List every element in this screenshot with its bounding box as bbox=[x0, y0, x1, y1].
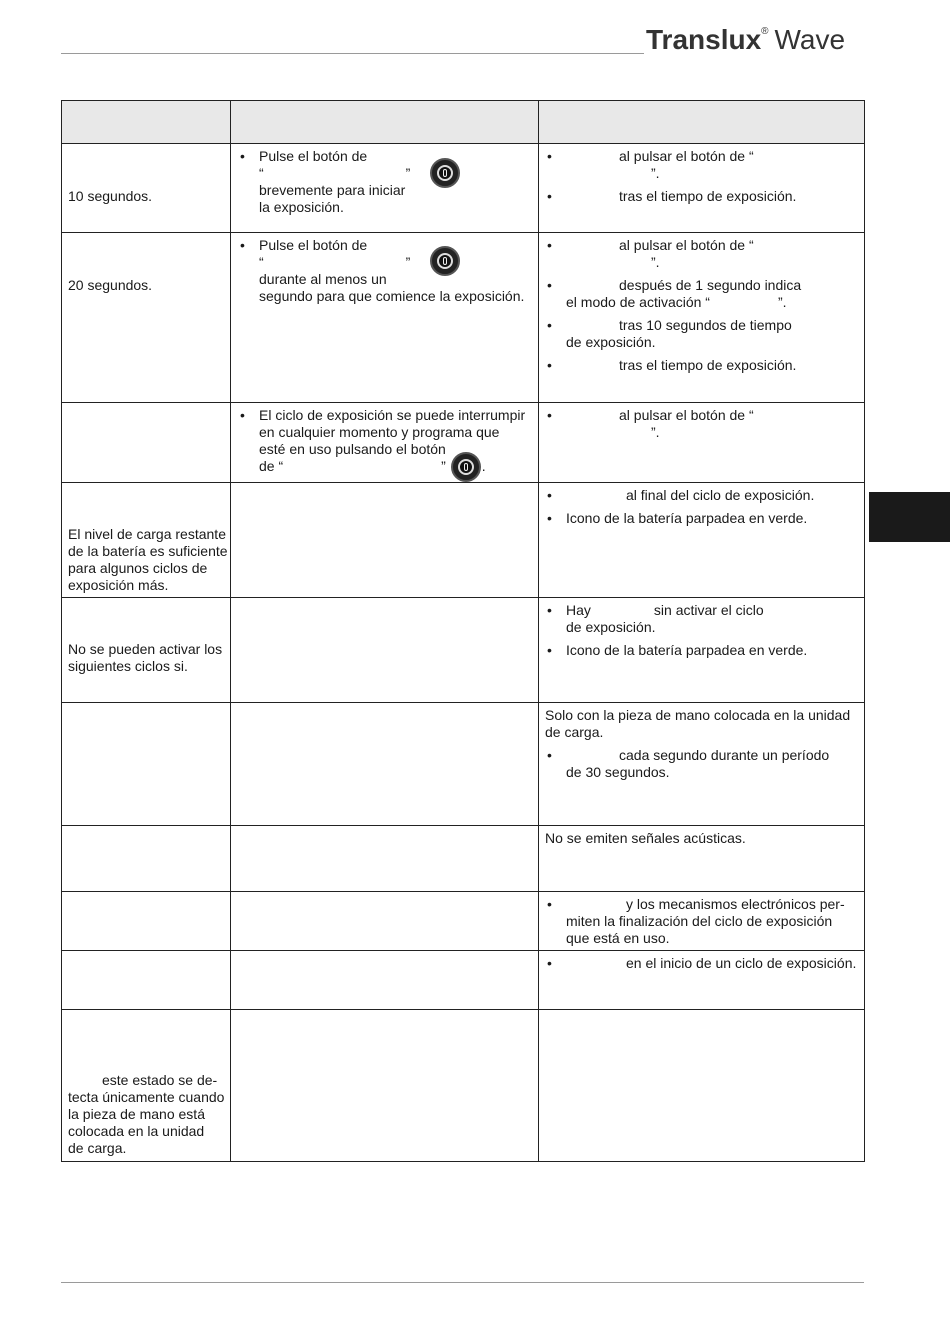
row-label-text: El nivel de carga restante de la batería es suficiente para algunos ciclos de exposición más. bbox=[68, 526, 228, 593]
list-item: • Pulse el botón de “ ” brevemente para iniciar la exposición. bbox=[238, 148, 532, 216]
header-cell-2 bbox=[231, 101, 539, 143]
row-action bbox=[231, 403, 539, 482]
row-action bbox=[231, 703, 539, 825]
status-table bbox=[61, 100, 865, 1162]
list-item: • en el inicio de un ciclo de exposición. bbox=[545, 955, 858, 972]
row-label bbox=[62, 826, 231, 891]
list-item: • El ciclo de exposición se puede interrumpir en cualquier momento y programa que esté en uso pulsando el botón de “ ” . bbox=[238, 407, 532, 475]
table-row bbox=[62, 232, 864, 402]
row-signal bbox=[539, 598, 864, 702]
list-item: • al final del ciclo de exposición. bbox=[545, 487, 858, 504]
row-action bbox=[231, 144, 539, 232]
list-item: • tras el tiempo de exposición. bbox=[545, 188, 858, 205]
row-signal bbox=[539, 144, 864, 232]
table-row bbox=[62, 891, 864, 950]
row-action bbox=[231, 951, 539, 1009]
row-label bbox=[62, 703, 231, 825]
row-label bbox=[62, 233, 231, 402]
table-row bbox=[62, 702, 864, 825]
table-row bbox=[62, 597, 864, 702]
list-item: • tras 10 segundos de tiempo de exposición. bbox=[545, 317, 858, 351]
list-item: • Hay sin activar el ciclo de exposición. bbox=[545, 602, 858, 636]
row-signal: Solo con la pieza de mano colocada en la unidad de carga. • cada segundo durante un período de 30 segundos. bbox=[539, 703, 864, 825]
table-row bbox=[62, 825, 864, 891]
power-button-icon bbox=[430, 158, 460, 188]
list-item: • Icono de la batería parpadea en verde. bbox=[545, 642, 858, 659]
row-label-text: 20 segundos. bbox=[68, 277, 153, 293]
row-action bbox=[231, 233, 539, 402]
header-rule bbox=[61, 53, 644, 54]
table-row bbox=[62, 402, 864, 482]
row-action bbox=[231, 483, 539, 597]
row-signal: No se emiten señales acústicas. bbox=[545, 830, 746, 846]
table-header-row bbox=[62, 101, 864, 143]
row-action bbox=[231, 1010, 539, 1161]
row-label bbox=[62, 1010, 231, 1161]
section-tab-marker bbox=[869, 492, 950, 542]
row-label-text: este estado se de- tecta únicamente cuando la pieza de mano está colocada en la unidad de carga. bbox=[68, 1072, 225, 1156]
power-button-icon bbox=[451, 452, 481, 482]
row-label bbox=[62, 598, 231, 702]
row-signal bbox=[539, 1010, 864, 1161]
row-label bbox=[62, 892, 231, 950]
table-row bbox=[62, 1009, 864, 1161]
row-action bbox=[231, 892, 539, 950]
list-item: • al pulsar el botón de “ ”. bbox=[545, 407, 858, 441]
list-item: • tras el tiempo de exposición. bbox=[545, 357, 858, 374]
brand-logo: Translux® Wave bbox=[646, 24, 846, 55]
list-item: • Icono de la batería parpadea en verde. bbox=[545, 510, 858, 527]
list-item: • al pulsar el botón de “ ”. bbox=[545, 148, 858, 182]
row-signal bbox=[539, 951, 864, 1009]
list-item: • cada segundo durante un período de 30 segundos. bbox=[545, 747, 858, 781]
header-cell-1 bbox=[62, 101, 231, 143]
list-item: • Pulse el botón de “ ” durante al menos un segundo para que comience la exposición. bbox=[238, 237, 532, 305]
row-label-text: No se pueden activar los siguientes ciclos si. bbox=[68, 641, 223, 674]
row-signal bbox=[539, 483, 864, 597]
row-label bbox=[62, 951, 231, 1009]
table-row bbox=[62, 950, 864, 1009]
header-cell-3 bbox=[539, 101, 864, 143]
table-row bbox=[62, 143, 864, 232]
row-label bbox=[62, 483, 231, 597]
row-label bbox=[62, 144, 231, 232]
row-action bbox=[231, 598, 539, 702]
row-action bbox=[231, 826, 539, 891]
list-item: • después de 1 segundo indica el modo de activación “ ”. bbox=[545, 277, 858, 311]
row-label bbox=[62, 403, 231, 482]
row-signal bbox=[539, 233, 864, 402]
list-item: • y los mecanismos electrónicos per- miten la finalización del ciclo de exposición que está en uso. bbox=[545, 896, 858, 947]
table-row bbox=[62, 482, 864, 597]
power-button-icon bbox=[430, 246, 460, 276]
row-label-text: 10 segundos. bbox=[68, 188, 153, 204]
row-signal bbox=[539, 403, 864, 482]
row-signal bbox=[539, 892, 864, 950]
footer-rule bbox=[61, 1282, 864, 1283]
list-item: • al pulsar el botón de “ ”. bbox=[545, 237, 858, 271]
